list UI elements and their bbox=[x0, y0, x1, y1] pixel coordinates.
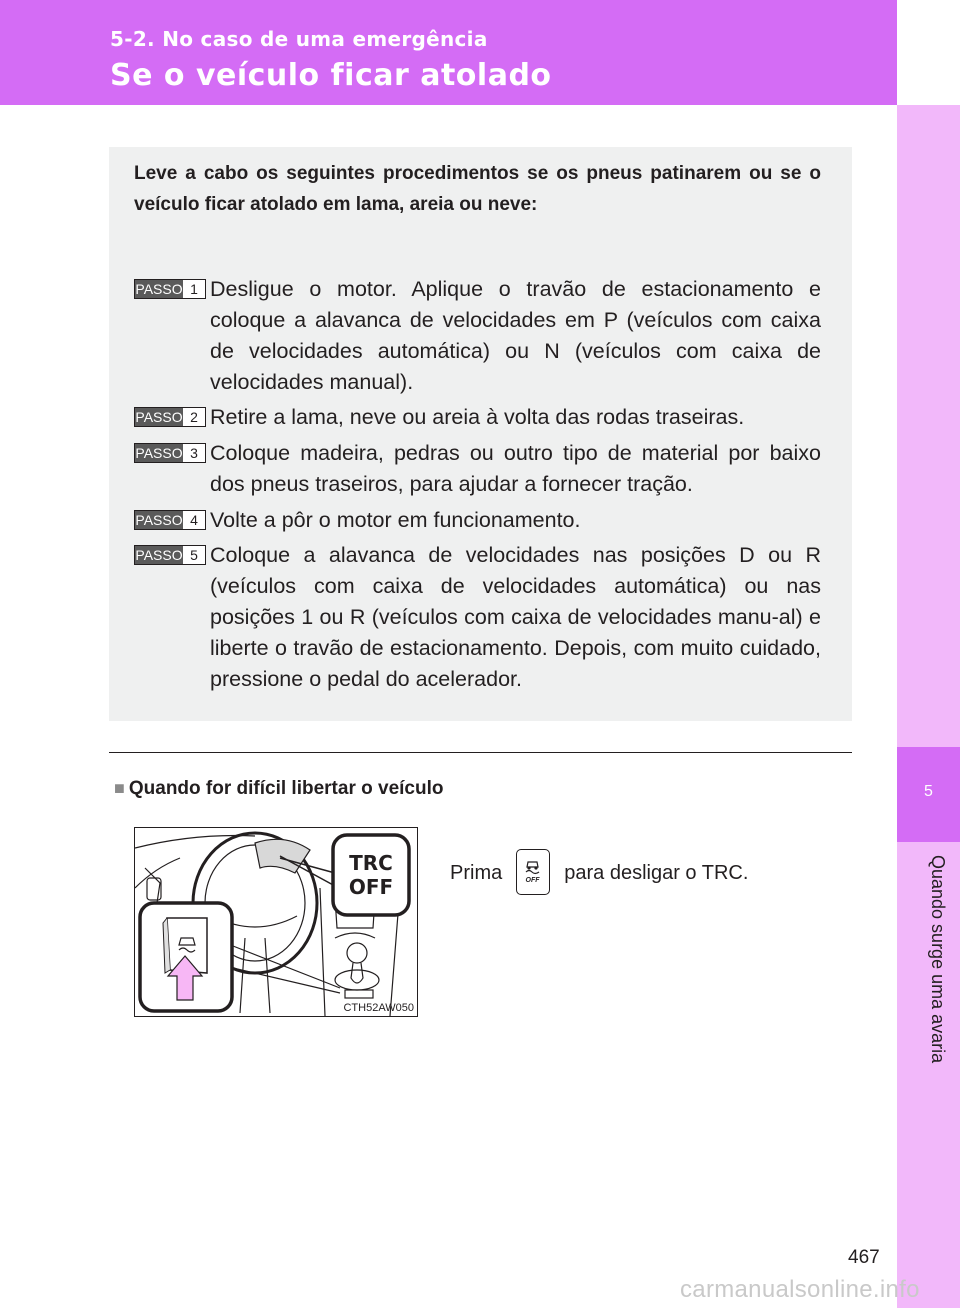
step-number: 5 bbox=[190, 547, 198, 563]
step-text: Volte a pôr o motor em funcionamento. bbox=[210, 508, 581, 532]
step-text: Coloque madeira, pedras ou outro tipo de material por baixo dos pneus traseiros, para ajudar a fornecer tração. bbox=[210, 441, 821, 496]
step-label: PASSO bbox=[135, 281, 183, 297]
page-title: Se o veículo ficar atolado bbox=[110, 58, 552, 93]
subsection-heading bbox=[114, 778, 443, 800]
step-5 bbox=[134, 540, 821, 695]
step-label: PASSO bbox=[135, 445, 183, 461]
chapter-number-tab[interactable]: 5 bbox=[897, 747, 960, 842]
step-2 bbox=[134, 402, 821, 433]
step-badge bbox=[134, 545, 206, 565]
step-text: Coloque a alavanca de velocidades nas posições D ou R (veículos com caixa de velocidades automática) ou nas posições 1 ou R (veículos com caixa de velocidades manu-al) e liberte o travão de estacionamento. Depois, com muito cuidado, pressione o pedal do acelerador. bbox=[210, 543, 821, 691]
bullet-square-icon: ■ bbox=[114, 778, 125, 798]
page-number: 467 bbox=[848, 1247, 880, 1268]
step-badge bbox=[134, 443, 206, 463]
step-4 bbox=[134, 505, 821, 536]
step-text: Retire a lama, neve ou areia à volta das rodas traseiras. bbox=[210, 405, 745, 429]
step-label: PASSO bbox=[135, 512, 183, 528]
step-number: 2 bbox=[190, 409, 198, 425]
step-badge bbox=[134, 407, 206, 427]
button-off-text: OFF bbox=[525, 877, 540, 884]
step-text: Desligue o motor. Aplique o travão de estacionamento e coloque a alavanca de velocidades em P (veículos com caixa de velocidades automática) ou N (veículos com caixa de velocidades manual). bbox=[210, 277, 821, 394]
step-number: 3 bbox=[190, 445, 198, 461]
step-1 bbox=[134, 274, 821, 398]
watermark: carmanualsonline.info bbox=[680, 1276, 920, 1303]
press-text-after: para desligar o TRC. bbox=[564, 861, 749, 884]
step-3 bbox=[134, 438, 821, 500]
dashboard-illustration bbox=[134, 827, 418, 1017]
section-title: 5-2. No caso de uma emergência bbox=[110, 27, 488, 51]
step-number: 4 bbox=[190, 512, 198, 528]
section-divider bbox=[109, 752, 852, 753]
subsection-title: Quando for difícil libertar o veículo bbox=[128, 778, 444, 799]
step-label: PASSO bbox=[135, 409, 183, 425]
illustration-code: CTH52AW050 bbox=[343, 1002, 414, 1014]
press-instruction bbox=[450, 850, 748, 896]
intro-text: Leve a cabo os seguintes procedimentos se os pneus patinarem ou se o veículo ficar atolado em lama, areia ou neve: bbox=[134, 163, 821, 215]
chapter-title: Quando surge uma avaria bbox=[928, 855, 948, 1064]
trc-label: TRC bbox=[349, 851, 393, 875]
page-header bbox=[0, 0, 897, 105]
step-number: 1 bbox=[190, 281, 198, 297]
trc-off-button-icon bbox=[516, 849, 550, 895]
off-label: OFF bbox=[348, 875, 394, 899]
chapter-sidebar bbox=[897, 105, 960, 1308]
press-text-before: Prima bbox=[450, 861, 503, 884]
trc-off-callout bbox=[333, 835, 409, 915]
step-badge bbox=[134, 279, 206, 299]
step-label: PASSO bbox=[135, 547, 183, 563]
step-badge bbox=[134, 510, 206, 530]
